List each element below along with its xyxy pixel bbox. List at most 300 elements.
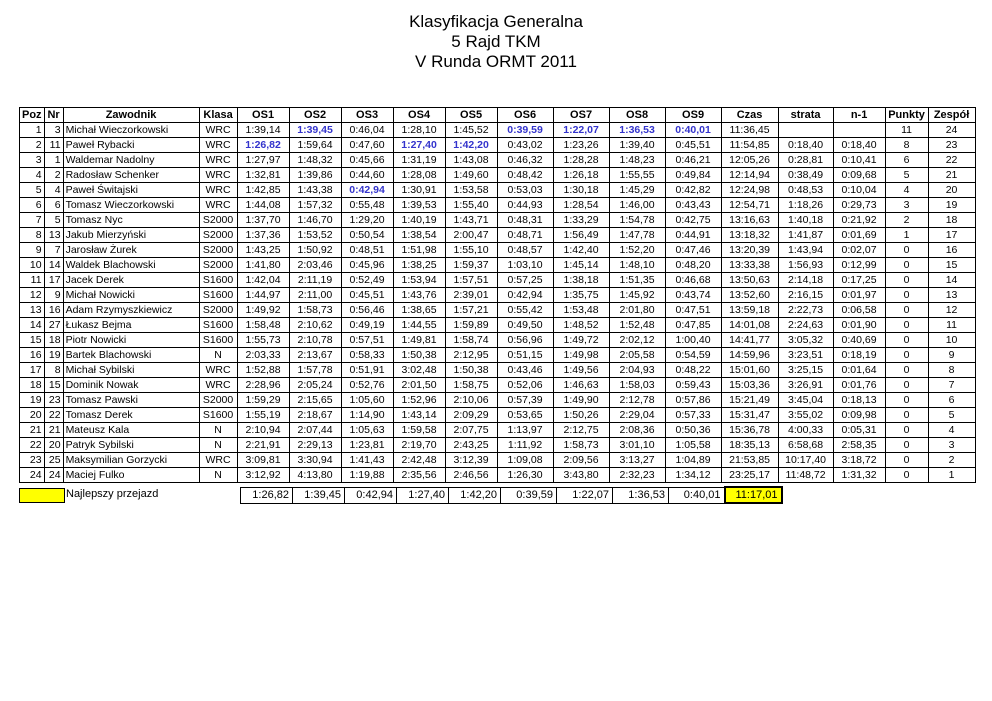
total-time-cell: 15:01,60 xyxy=(721,363,778,378)
points-cell: 0 xyxy=(885,348,928,363)
stage-time-cell: 1:37,36 xyxy=(237,228,289,243)
stage-time-cell: 0:46,68 xyxy=(665,273,721,288)
number-cell: 7 xyxy=(44,243,63,258)
stage-time-cell: 0:43,43 xyxy=(665,198,721,213)
team-points-cell: 21 xyxy=(928,168,975,183)
stage-time-cell: 1:51,98 xyxy=(393,243,445,258)
gap-previous-cell: 0:05,31 xyxy=(833,423,885,438)
total-time-cell: 12:54,71 xyxy=(721,198,778,213)
column-header: OS9 xyxy=(665,108,721,123)
position-cell: 14 xyxy=(20,318,45,333)
stage-time-cell: 0:42,94 xyxy=(341,183,393,198)
number-cell: 15 xyxy=(44,378,63,393)
stage-time-cell: 0:55,42 xyxy=(497,303,553,318)
stage-time-cell: 1:55,73 xyxy=(237,333,289,348)
column-header: Poz xyxy=(20,108,45,123)
results-body xyxy=(20,123,976,483)
driver-name-cell: Waldemar Nadolny xyxy=(63,153,199,168)
stage-time-cell: 1:52,20 xyxy=(609,243,665,258)
number-cell: 24 xyxy=(44,468,63,483)
points-cell: 11 xyxy=(885,123,928,138)
stage-time-cell: 1:43,71 xyxy=(445,213,497,228)
gap-cell: 10:17,40 xyxy=(778,453,833,468)
stage-time-cell: 2:12,95 xyxy=(445,348,497,363)
class-cell: S2000 xyxy=(199,243,237,258)
table-row xyxy=(20,288,976,303)
class-cell: WRC xyxy=(199,453,237,468)
team-points-cell: 9 xyxy=(928,348,975,363)
stage-time-cell: 0:51,91 xyxy=(341,363,393,378)
gap-cell: 2:22,73 xyxy=(778,303,833,318)
class-cell: WRC xyxy=(199,183,237,198)
driver-name-cell: Jakub Mierzyński xyxy=(63,228,199,243)
driver-name-cell: Maksymilian Gorzycki xyxy=(63,453,199,468)
stage-time-cell: 1:49,81 xyxy=(393,333,445,348)
points-cell: 0 xyxy=(885,273,928,288)
best-total-time: 11:17,01 xyxy=(725,487,782,503)
title-line-1: Klasyfikacja Generalna xyxy=(409,12,583,31)
total-time-cell: 13:18,32 xyxy=(721,228,778,243)
total-time-cell: 14:59,96 xyxy=(721,348,778,363)
stage-time-cell: 1:43,08 xyxy=(445,153,497,168)
number-cell: 8 xyxy=(44,363,63,378)
class-cell: S1600 xyxy=(199,408,237,423)
stage-time-cell: 1:00,40 xyxy=(665,333,721,348)
class-cell: WRC xyxy=(199,153,237,168)
stage-time-cell: 1:45,92 xyxy=(609,288,665,303)
stage-time-cell: 1:23,81 xyxy=(341,438,393,453)
position-cell: 21 xyxy=(20,423,45,438)
stage-time-cell: 1:49,56 xyxy=(553,363,609,378)
gap-previous-cell: 3:18,72 xyxy=(833,453,885,468)
team-points-cell: 18 xyxy=(928,213,975,228)
table-row xyxy=(20,183,976,198)
stage-time-cell: 1:11,92 xyxy=(497,438,553,453)
number-cell: 16 xyxy=(44,303,63,318)
team-points-cell: 15 xyxy=(928,258,975,273)
stage-time-cell: 2:04,93 xyxy=(609,363,665,378)
points-cell: 2 xyxy=(885,213,928,228)
stage-time-cell: 3:02,48 xyxy=(393,363,445,378)
stage-time-cell: 1:31,19 xyxy=(393,153,445,168)
stage-time-cell: 2:32,23 xyxy=(609,468,665,483)
stage-time-cell: 1:30,18 xyxy=(553,183,609,198)
stage-time-cell: 1:28,08 xyxy=(393,168,445,183)
stage-time-cell: 1:03,10 xyxy=(497,258,553,273)
gap-cell: 11:48,72 xyxy=(778,468,833,483)
total-time-cell: 13:20,39 xyxy=(721,243,778,258)
points-cell: 0 xyxy=(885,393,928,408)
results-table xyxy=(19,107,976,483)
number-cell: 27 xyxy=(44,318,63,333)
gap-previous-cell: 0:21,92 xyxy=(833,213,885,228)
total-time-cell: 15:03,36 xyxy=(721,378,778,393)
column-header: Zawodnik xyxy=(63,108,199,123)
number-cell: 9 xyxy=(44,288,63,303)
stage-time-cell: 0:44,93 xyxy=(497,198,553,213)
stage-time-cell: 1:53,94 xyxy=(393,273,445,288)
gap-previous-cell: 2:58,35 xyxy=(833,438,885,453)
position-cell: 7 xyxy=(20,213,45,228)
stage-time-cell: 1:52,96 xyxy=(393,393,445,408)
table-row xyxy=(20,213,976,228)
stage-time-cell: 2:13,67 xyxy=(289,348,341,363)
stage-time-cell: 1:39,40 xyxy=(609,138,665,153)
total-time-cell: 13:50,63 xyxy=(721,273,778,288)
gap-cell: 0:38,49 xyxy=(778,168,833,183)
stage-time-cell: 1:26,82 xyxy=(237,138,289,153)
stage-time-cell: 1:14,90 xyxy=(341,408,393,423)
stage-time-cell: 0:57,39 xyxy=(497,393,553,408)
stage-time-cell: 1:55,40 xyxy=(445,198,497,213)
stage-time-cell: 2:10,78 xyxy=(289,333,341,348)
table-row xyxy=(20,423,976,438)
stage-time-cell: 1:59,29 xyxy=(237,393,289,408)
best-stage-time: 1:26,82 xyxy=(241,487,293,503)
position-cell: 17 xyxy=(20,363,45,378)
table-row xyxy=(20,243,976,258)
number-cell: 21 xyxy=(44,423,63,438)
stage-time-cell: 1:42,85 xyxy=(237,183,289,198)
stage-time-cell: 2:15,65 xyxy=(289,393,341,408)
driver-name-cell: Mateusz Kala xyxy=(63,423,199,438)
stage-time-cell: 0:44,91 xyxy=(665,228,721,243)
table-row xyxy=(20,378,976,393)
stage-time-cell: 1:59,89 xyxy=(445,318,497,333)
stage-time-cell: 1:55,10 xyxy=(445,243,497,258)
stage-time-cell: 1:53,48 xyxy=(553,303,609,318)
stage-time-cell: 2:19,70 xyxy=(393,438,445,453)
position-cell: 6 xyxy=(20,198,45,213)
stage-time-cell: 1:55,55 xyxy=(609,168,665,183)
stage-time-cell: 1:26,30 xyxy=(497,468,553,483)
table-row xyxy=(20,393,976,408)
class-cell: S2000 xyxy=(199,303,237,318)
gap-cell: 2:16,15 xyxy=(778,288,833,303)
stage-time-cell: 1:43,38 xyxy=(289,183,341,198)
stage-time-cell: 0:49,19 xyxy=(341,318,393,333)
stage-time-cell: 1:22,07 xyxy=(553,123,609,138)
column-header: Czas xyxy=(721,108,778,123)
gap-cell: 3:05,32 xyxy=(778,333,833,348)
stage-time-cell: 0:57,51 xyxy=(341,333,393,348)
column-header: OS5 xyxy=(445,108,497,123)
stage-time-cell: 2:01,50 xyxy=(393,378,445,393)
stage-time-cell: 2:09,29 xyxy=(445,408,497,423)
team-points-cell: 1 xyxy=(928,468,975,483)
stage-time-cell: 0:43,74 xyxy=(665,288,721,303)
stage-time-cell: 2:43,25 xyxy=(445,438,497,453)
table-row xyxy=(20,153,976,168)
stage-time-cell: 0:47,46 xyxy=(665,243,721,258)
stage-time-cell: 1:57,21 xyxy=(445,303,497,318)
stage-time-cell: 0:49,50 xyxy=(497,318,553,333)
column-header: Punkty xyxy=(885,108,928,123)
title-line-2: 5 Rajd TKM xyxy=(451,32,541,51)
team-points-cell: 12 xyxy=(928,303,975,318)
stage-time-cell: 1:49,60 xyxy=(445,168,497,183)
stage-time-cell: 2:46,56 xyxy=(445,468,497,483)
gap-previous-cell: 0:18,40 xyxy=(833,138,885,153)
class-cell: S1600 xyxy=(199,318,237,333)
stage-time-cell: 0:42,82 xyxy=(665,183,721,198)
table-row xyxy=(20,438,976,453)
driver-name-cell: Jacek Derek xyxy=(63,273,199,288)
stage-time-cell: 1:04,89 xyxy=(665,453,721,468)
gap-cell: 3:26,91 xyxy=(778,378,833,393)
stage-time-cell: 0:55,48 xyxy=(341,198,393,213)
team-points-cell: 4 xyxy=(928,423,975,438)
stage-time-cell: 0:51,15 xyxy=(497,348,553,363)
stage-time-cell: 1:45,52 xyxy=(445,123,497,138)
table-row xyxy=(20,318,976,333)
team-points-cell: 14 xyxy=(928,273,975,288)
stage-time-cell: 0:48,57 xyxy=(497,243,553,258)
gap-previous-cell: 0:01,90 xyxy=(833,318,885,333)
table-row xyxy=(20,123,976,138)
column-header: OS2 xyxy=(289,108,341,123)
gap-previous-cell: 0:10,04 xyxy=(833,183,885,198)
stage-time-cell: 1:48,32 xyxy=(289,153,341,168)
stage-time-cell: 1:59,64 xyxy=(289,138,341,153)
stage-time-cell: 1:47,78 xyxy=(609,228,665,243)
stage-time-cell: 2:02,12 xyxy=(609,333,665,348)
gap-cell: 3:25,15 xyxy=(778,363,833,378)
team-points-cell: 16 xyxy=(928,243,975,258)
position-cell: 2 xyxy=(20,138,45,153)
driver-name-cell: Patryk Sybilski xyxy=(63,438,199,453)
gap-previous-cell xyxy=(833,123,885,138)
stage-time-cell: 0:56,46 xyxy=(341,303,393,318)
stage-time-cell: 1:50,26 xyxy=(553,408,609,423)
stage-time-cell: 1:33,29 xyxy=(553,213,609,228)
stage-time-cell: 2:11,19 xyxy=(289,273,341,288)
gap-previous-cell: 0:09,68 xyxy=(833,168,885,183)
gap-previous-cell: 0:18,19 xyxy=(833,348,885,363)
stage-time-cell: 0:48,42 xyxy=(497,168,553,183)
total-time-cell: 15:21,49 xyxy=(721,393,778,408)
column-header: Klasa xyxy=(199,108,237,123)
team-points-cell: 8 xyxy=(928,363,975,378)
stage-time-cell: 0:57,25 xyxy=(497,273,553,288)
driver-name-cell: Michał Sybilski xyxy=(63,363,199,378)
total-time-cell: 12:24,98 xyxy=(721,183,778,198)
table-row xyxy=(20,168,976,183)
number-cell: 13 xyxy=(44,228,63,243)
stage-time-cell: 1:51,35 xyxy=(609,273,665,288)
stage-time-cell: 2:07,44 xyxy=(289,423,341,438)
stage-time-cell: 1:48,23 xyxy=(609,153,665,168)
number-cell: 22 xyxy=(44,408,63,423)
stage-time-cell: 2:09,56 xyxy=(553,453,609,468)
gap-cell: 1:40,18 xyxy=(778,213,833,228)
driver-name-cell: Tomasz Nyc xyxy=(63,213,199,228)
best-times-cells xyxy=(241,487,782,503)
number-cell: 23 xyxy=(44,393,63,408)
points-cell: 0 xyxy=(885,303,928,318)
gap-previous-cell: 0:18,13 xyxy=(833,393,885,408)
stage-time-cell: 1:48,52 xyxy=(553,318,609,333)
stage-time-cell: 0:48,20 xyxy=(665,258,721,273)
stage-time-cell: 1:44,08 xyxy=(237,198,289,213)
table-row xyxy=(20,333,976,348)
stage-time-cell: 1:05,58 xyxy=(665,438,721,453)
column-header: OS6 xyxy=(497,108,553,123)
stage-time-cell: 0:46,04 xyxy=(341,123,393,138)
stage-time-cell: 0:46,21 xyxy=(665,153,721,168)
class-cell: S2000 xyxy=(199,393,237,408)
stage-time-cell: 3:43,80 xyxy=(553,468,609,483)
stage-time-cell: 0:45,51 xyxy=(665,138,721,153)
stage-time-cell: 1:44,97 xyxy=(237,288,289,303)
points-cell: 5 xyxy=(885,168,928,183)
position-cell: 19 xyxy=(20,393,45,408)
driver-name-cell: Tomasz Wieczorkowski xyxy=(63,198,199,213)
stage-time-cell: 1:40,19 xyxy=(393,213,445,228)
gap-previous-cell: 0:09,98 xyxy=(833,408,885,423)
gap-cell: 3:45,04 xyxy=(778,393,833,408)
gap-previous-cell: 0:01,76 xyxy=(833,378,885,393)
stage-time-cell: 1:57,78 xyxy=(289,363,341,378)
stage-time-cell: 0:47,85 xyxy=(665,318,721,333)
title-block xyxy=(0,12,992,72)
position-cell: 22 xyxy=(20,438,45,453)
table-row xyxy=(20,453,976,468)
column-header: OS4 xyxy=(393,108,445,123)
stage-time-cell: 4:13,80 xyxy=(289,468,341,483)
stage-time-cell: 1:43,76 xyxy=(393,288,445,303)
stage-time-cell: 0:53,03 xyxy=(497,183,553,198)
points-cell: 0 xyxy=(885,378,928,393)
gap-previous-cell: 0:01,69 xyxy=(833,228,885,243)
stage-time-cell: 2:03,46 xyxy=(289,258,341,273)
stage-time-cell: 1:58,74 xyxy=(445,333,497,348)
stage-time-cell: 2:39,01 xyxy=(445,288,497,303)
points-cell: 4 xyxy=(885,183,928,198)
gap-cell: 2:14,18 xyxy=(778,273,833,288)
driver-name-cell: Michał Nowicki xyxy=(63,288,199,303)
team-points-cell: 6 xyxy=(928,393,975,408)
gap-cell: 1:41,87 xyxy=(778,228,833,243)
gap-previous-cell: 0:40,69 xyxy=(833,333,885,348)
total-time-cell: 14:01,08 xyxy=(721,318,778,333)
team-points-cell: 23 xyxy=(928,138,975,153)
stage-time-cell: 1:37,70 xyxy=(237,213,289,228)
team-points-cell: 20 xyxy=(928,183,975,198)
stage-time-cell: 0:47,60 xyxy=(341,138,393,153)
stage-time-cell: 1:58,73 xyxy=(553,438,609,453)
stage-time-cell: 1:44,55 xyxy=(393,318,445,333)
gap-cell: 6:58,68 xyxy=(778,438,833,453)
stage-time-cell: 1:38,25 xyxy=(393,258,445,273)
driver-name-cell: Piotr Nowicki xyxy=(63,333,199,348)
number-cell: 4 xyxy=(44,183,63,198)
stage-time-cell: 2:11,00 xyxy=(289,288,341,303)
position-cell: 3 xyxy=(20,153,45,168)
driver-name-cell: Jarosław Żurek xyxy=(63,243,199,258)
stage-time-cell: 0:52,49 xyxy=(341,273,393,288)
stage-time-cell: 1:39,53 xyxy=(393,198,445,213)
stage-time-cell: 1:59,37 xyxy=(445,258,497,273)
stage-time-cell: 0:50,36 xyxy=(665,423,721,438)
stage-time-cell: 2:10,62 xyxy=(289,318,341,333)
points-cell: 0 xyxy=(885,318,928,333)
stage-time-cell: 1:34,12 xyxy=(665,468,721,483)
header-row xyxy=(20,108,976,123)
stage-time-cell: 0:49,84 xyxy=(665,168,721,183)
stage-time-cell: 1:49,72 xyxy=(553,333,609,348)
stage-time-cell: 1:59,58 xyxy=(393,423,445,438)
column-header: OS8 xyxy=(609,108,665,123)
stage-time-cell: 1:30,91 xyxy=(393,183,445,198)
points-cell: 8 xyxy=(885,138,928,153)
number-cell: 1 xyxy=(44,153,63,168)
position-cell: 18 xyxy=(20,378,45,393)
points-cell: 0 xyxy=(885,288,928,303)
points-cell: 0 xyxy=(885,258,928,273)
stage-time-cell: 0:54,59 xyxy=(665,348,721,363)
driver-name-cell: Bartek Blachowski xyxy=(63,348,199,363)
team-points-cell: 10 xyxy=(928,333,975,348)
table-row xyxy=(20,273,976,288)
gap-cell: 1:56,93 xyxy=(778,258,833,273)
stage-time-cell: 2:10,06 xyxy=(445,393,497,408)
team-points-cell: 11 xyxy=(928,318,975,333)
stage-time-cell: 2:05,24 xyxy=(289,378,341,393)
team-points-cell: 22 xyxy=(928,153,975,168)
position-cell: 24 xyxy=(20,468,45,483)
stage-time-cell: 0:43,02 xyxy=(497,138,553,153)
stage-time-cell: 1:43,25 xyxy=(237,243,289,258)
stage-time-cell: 1:49,98 xyxy=(553,348,609,363)
stage-time-cell: 2:07,75 xyxy=(445,423,497,438)
position-cell: 13 xyxy=(20,303,45,318)
stage-time-cell: 0:57,86 xyxy=(665,393,721,408)
best-stage-time: 1:36,53 xyxy=(613,487,669,503)
total-time-cell: 13:33,38 xyxy=(721,258,778,273)
stage-time-cell: 1:19,88 xyxy=(341,468,393,483)
best-stage-time: 1:22,07 xyxy=(557,487,613,503)
table-row xyxy=(20,363,976,378)
total-time-cell: 11:36,45 xyxy=(721,123,778,138)
number-cell: 14 xyxy=(44,258,63,273)
stage-time-cell: 1:26,18 xyxy=(553,168,609,183)
driver-name-cell: Tomasz Derek xyxy=(63,408,199,423)
points-cell: 0 xyxy=(885,423,928,438)
stage-time-cell: 1:54,78 xyxy=(609,213,665,228)
class-cell: WRC xyxy=(199,168,237,183)
stage-time-cell: 1:58,75 xyxy=(445,378,497,393)
driver-name-cell: Adam Rzymyszkiewicz xyxy=(63,303,199,318)
points-cell: 0 xyxy=(885,243,928,258)
stage-time-cell: 1:41,43 xyxy=(341,453,393,468)
stage-time-cell: 0:46,32 xyxy=(497,153,553,168)
position-cell: 5 xyxy=(20,183,45,198)
team-points-cell: 3 xyxy=(928,438,975,453)
stage-time-cell: 1:23,26 xyxy=(553,138,609,153)
points-cell: 1 xyxy=(885,228,928,243)
class-cell: WRC xyxy=(199,363,237,378)
stage-time-cell: 1:42,40 xyxy=(553,243,609,258)
stage-time-cell: 1:43,14 xyxy=(393,408,445,423)
stage-time-cell: 1:58,48 xyxy=(237,318,289,333)
number-cell: 2 xyxy=(44,168,63,183)
driver-name-cell: Dominik Nowak xyxy=(63,378,199,393)
best-stage-time: 0:40,01 xyxy=(669,487,725,503)
stage-time-cell: 2:35,56 xyxy=(393,468,445,483)
stage-time-cell: 0:53,65 xyxy=(497,408,553,423)
stage-time-cell: 1:28,28 xyxy=(553,153,609,168)
